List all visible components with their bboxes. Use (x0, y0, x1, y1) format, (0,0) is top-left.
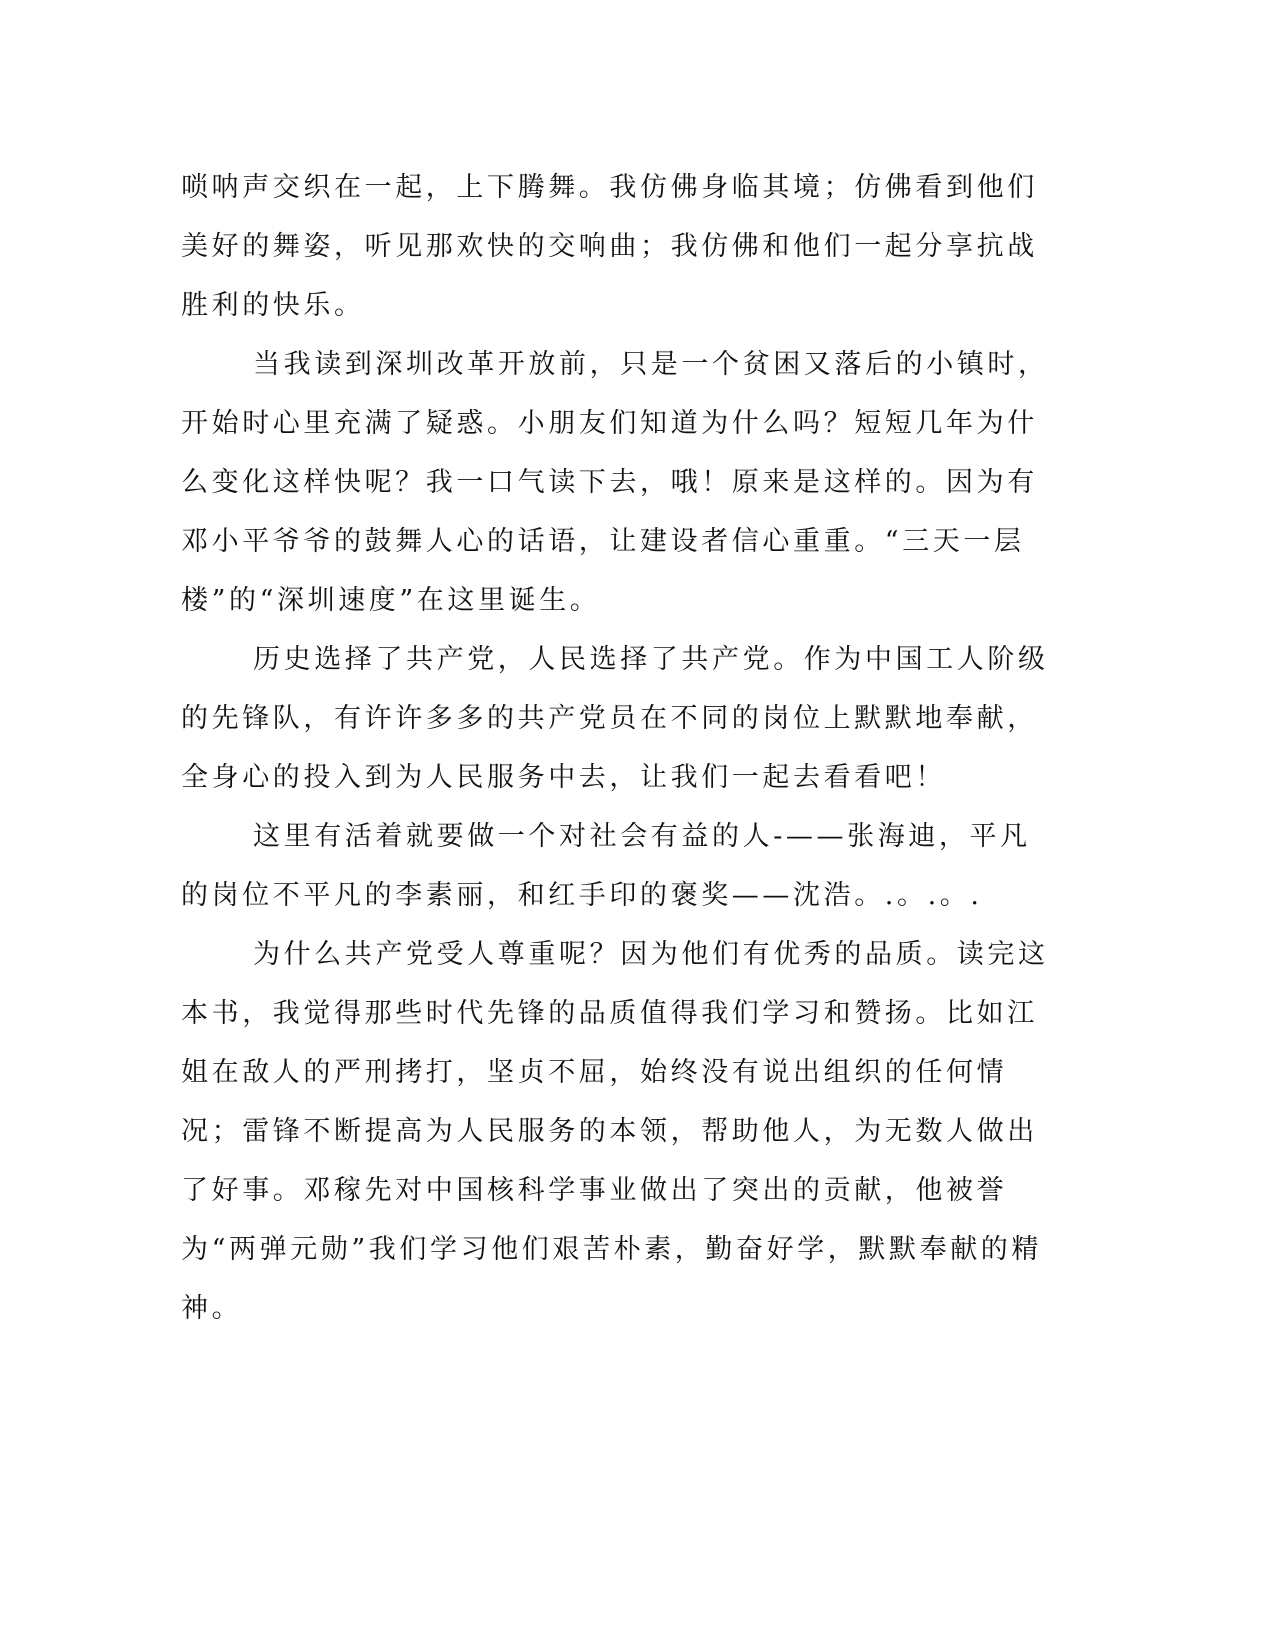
paragraph-shenzhen: 当我读到深圳改革开放前，只是一个贫困又落后的小镇时，开始时心里充满了疑惑。小朋友们知道为什么吗？短短几年为什么变化这样快呢？我一口气读下去，哦！原来是这样的。因为有邓小平爷爷的鼓舞人心的话语，让建设者信心重重。“三天一层楼”的“深圳速度”在这里诞生。 (181, 349, 1049, 616)
paragraph-party-history: 历史选择了共产党，人民选择了共产党。作为中国工人阶级的先锋队，有许许多多的共产党员在不同的岗位上默默地奉献，全身心的投入到为人民服务中去，让我们一起去看看吧！ (181, 644, 1049, 793)
paragraph-qualities: 为什么共产党受人尊重呢？因为他们有优秀的品质。读完这本书，我觉得那些时代先锋的品质值得我们学习和赞扬。比如江姐在敌人的严刑拷打，坚贞不屈，始终没有说出组织的任何情况；雷锋不断提高为人民服务的本领，帮助他人，为无数人做出了好事。邓稼先对中国核科学事业做出了突出的贡献，他被誉为“两弹元勋”我们学习他们艰苦朴素，勤奋好学，默默奉献的精神。 (181, 939, 1049, 1324)
paragraph-continued: 唢呐声交织在一起，上下腾舞。我仿佛身临其境；仿佛看到他们美好的舞姿，听见那欢快的交响曲；我仿佛和他们一起分享抗战胜利的快乐。 (181, 172, 1038, 321)
paragraph-role-models: 这里有活着就要做一个对社会有益的人-——张海迪，平凡的岗位不平凡的李素丽，和红手印的褒奖——沈浩。.。.。. (181, 821, 1031, 911)
document-body (181, 158, 1051, 1338)
